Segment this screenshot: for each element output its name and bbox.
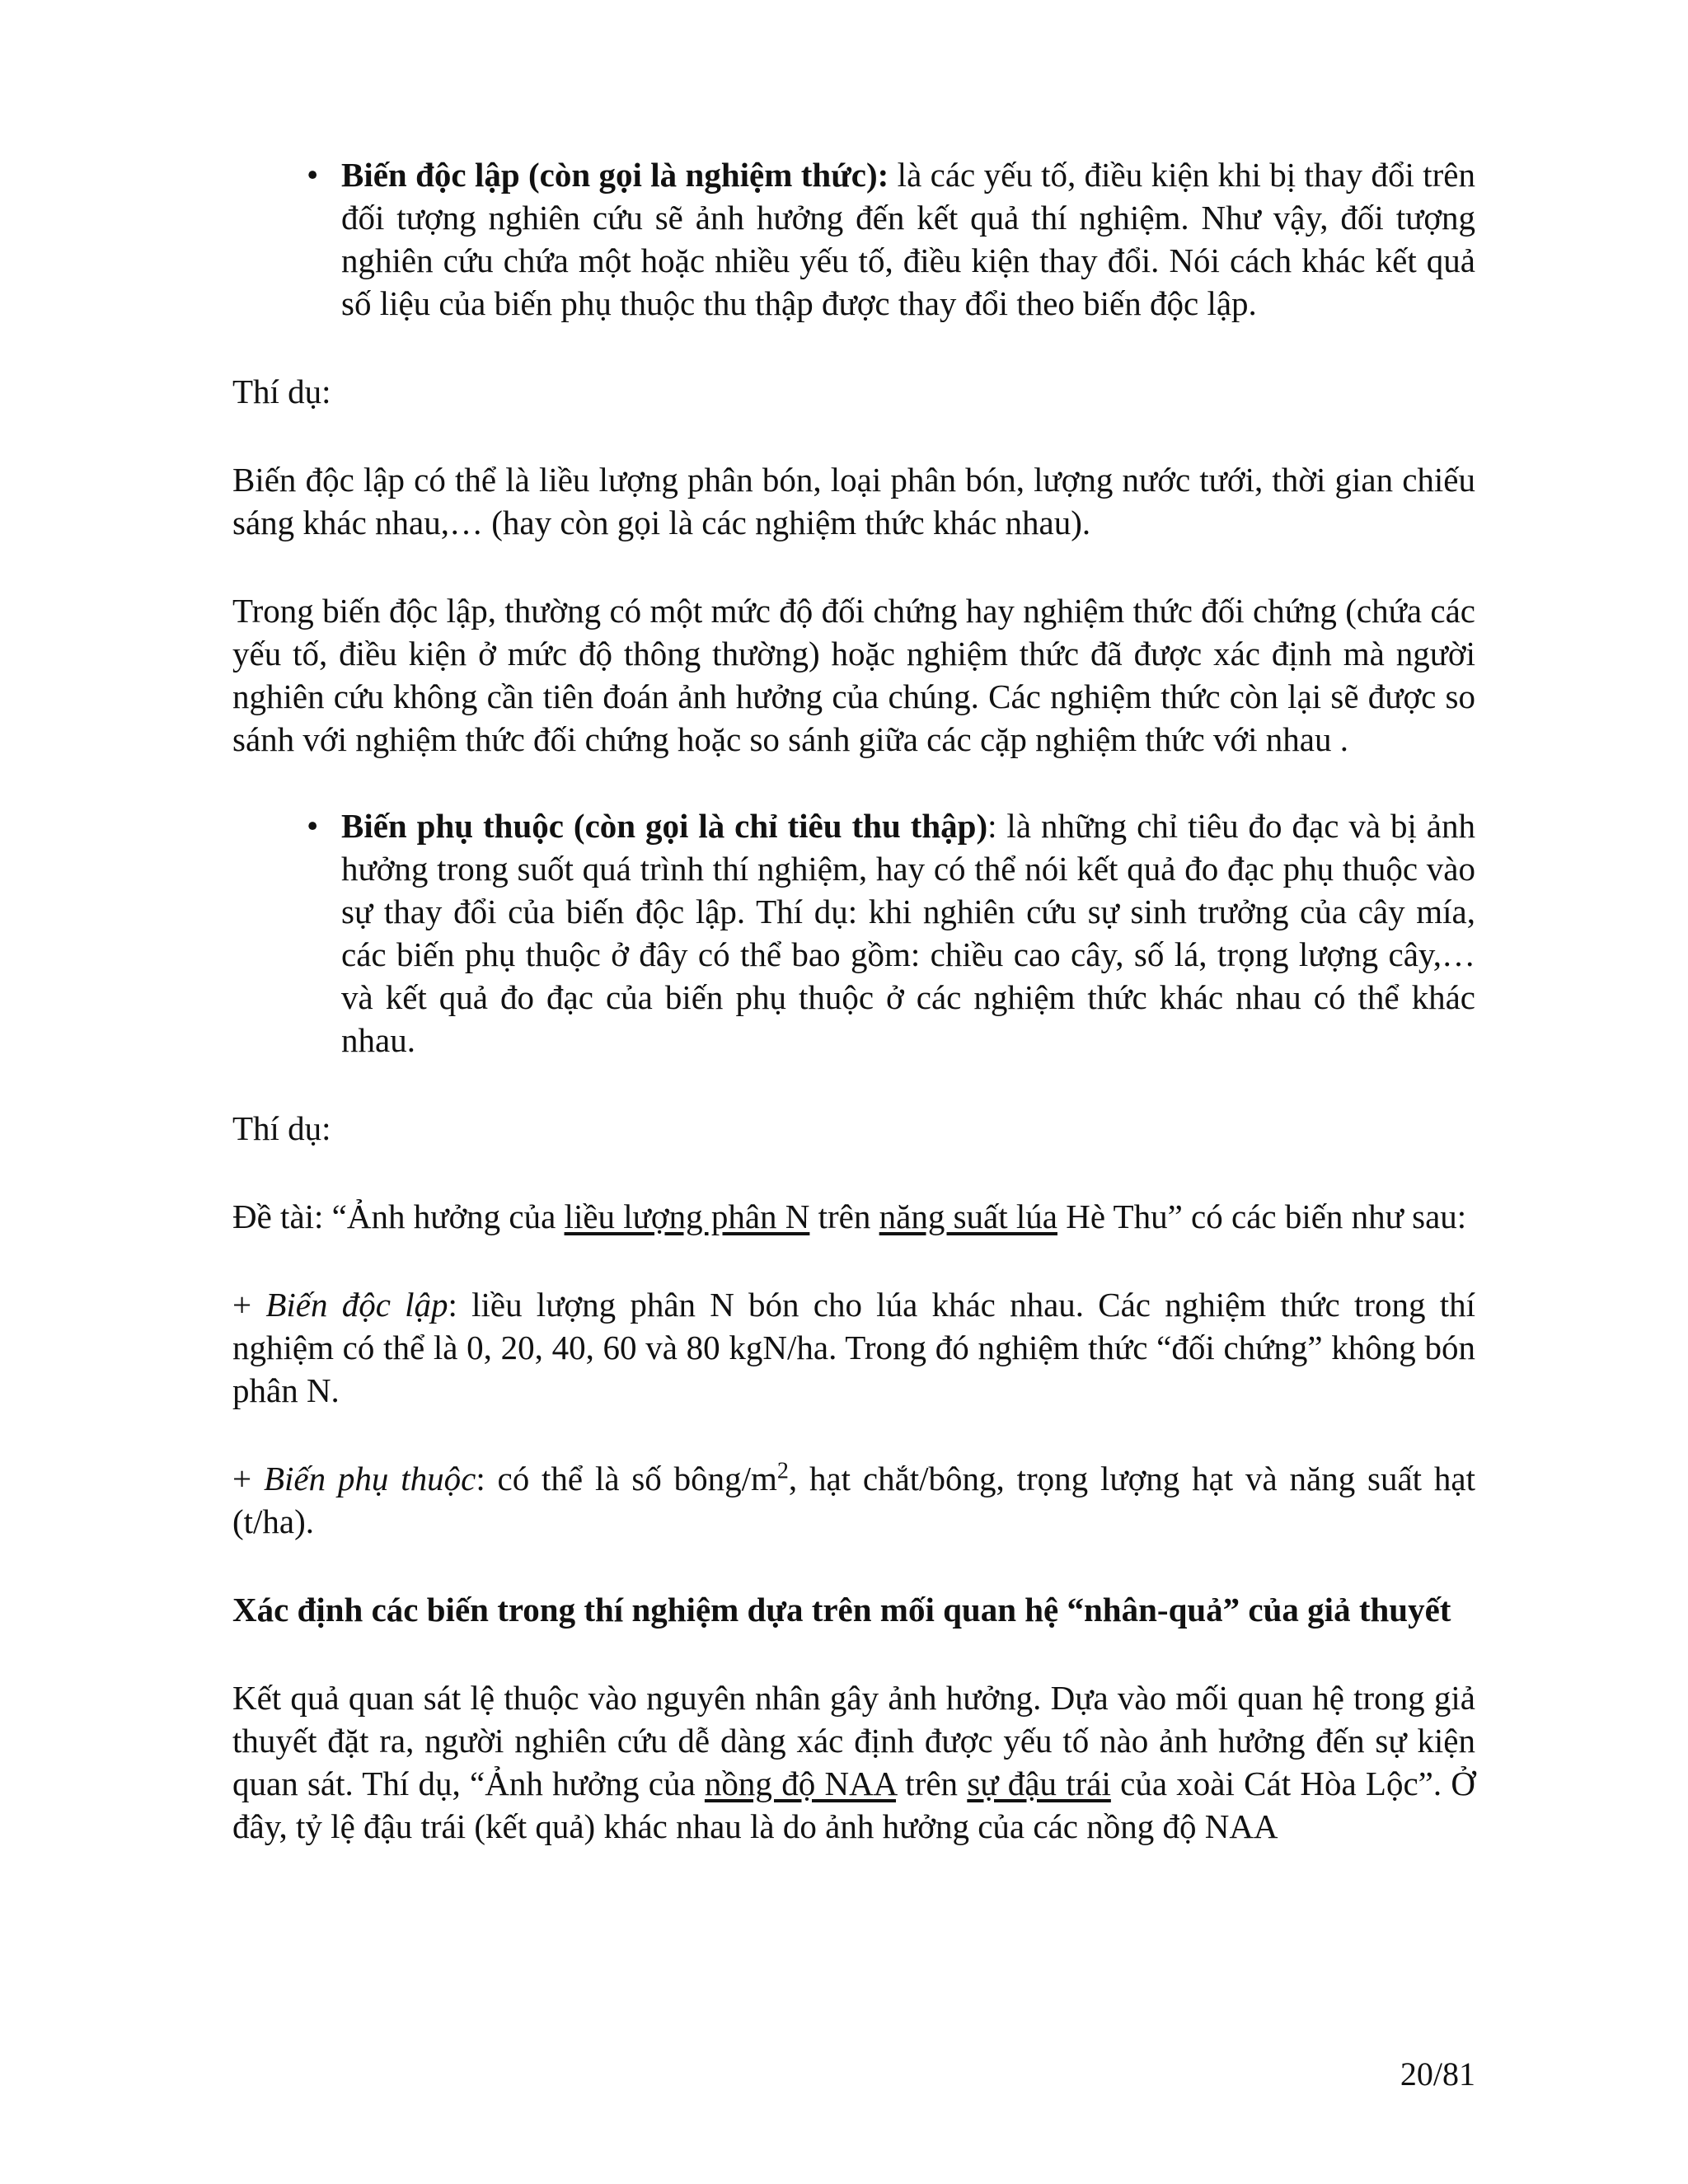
underlined-term: nồng độ NAA xyxy=(704,1765,897,1802)
topic-paragraph xyxy=(232,1195,1475,1238)
topic-prefix: Đề tài: “Ảnh hưởng của xyxy=(232,1197,565,1235)
example-label: Thí dụ: xyxy=(232,1109,331,1147)
definition-text: là các yếu tố, điều kiện khi bị thay đổi trên đối tượng nghiên cứu sẽ ảnh hưởng đến kết quả thí nghiệm. Như vậy, đối tượng nghiên cứu chứa một hoặc nhiều yếu tố, điều kiện thay đổi. Nói cách khác kết quả số liệu của biến phụ thuộc thu thập được thay đổi theo biến độc lập. xyxy=(341,156,1475,322)
section-heading xyxy=(232,1588,1475,1631)
italic-term: Biến độc lập xyxy=(265,1286,448,1324)
page-number: 20/81 xyxy=(1400,2055,1475,2093)
dependent-variable-item xyxy=(232,1457,1475,1543)
definition-text: : là những chỉ tiêu đo đạc và bị ảnh hưởng trong suốt quá trình thí nghiệm, hay có thể nói kết quả đo đạc phụ thuộc vào sự thay đổi của biến độc lập. Thí dụ: khi nghiên cứu sự sinh trưởng của cây mía, các biến phụ thuộc ở đây có thể bao gồm: chiều cao cây, số lá, trọng lượng cây,… và kết quả đo đạc của biến phụ thuộc ở các nghiệm thức khác nhau có thể khác nhau. xyxy=(341,807,1475,1059)
heading-text: Xác định các biến trong thí nghiệm dựa trên mối quan hệ “nhân-quả” của giả thuyết xyxy=(232,1591,1451,1629)
underlined-term: sự đậu trái xyxy=(967,1765,1111,1802)
independent-variable-item xyxy=(232,1283,1475,1412)
underlined-term: liều lượng phân N xyxy=(564,1197,810,1235)
bullet-independent-variable xyxy=(232,153,1475,325)
item-text: , hạt chắt/bông, trọng lượng hạt và năng suất hạt (t/ha). xyxy=(232,1460,1475,1540)
bullet-dependent-variable xyxy=(232,804,1475,1062)
item-text: : có thể là số bông/m xyxy=(476,1460,777,1497)
plus-marker: + xyxy=(232,1460,264,1497)
bullet-icon: • xyxy=(307,807,319,845)
bullet-paragraph xyxy=(341,804,1475,1062)
topic-mid: trên xyxy=(809,1197,879,1235)
paragraph-independent-examples: Biến độc lập có thể là liều lượng phân bón, loại phân bón, lượng nước tưới, thời gian chiếu sáng khác nhau,… (hay còn gọi là các nghiệm thức khác nhau). xyxy=(232,461,1475,541)
paragraph-control-treatment: Trong biến độc lập, thường có một mức độ đối chứng hay nghiệm thức đối chứng (chứa các yếu tố, điều kiện ở mức độ thông thường) hoặc nghiệm thức đã được xác định mà người nghiên cứu không cần tiên đoán ảnh hưởng của chúng. Các nghiệm thức còn lại sẽ được so sánh với nghiệm thức đối chứng hoặc so sánh giữa các cặp nghiệm thức với nhau . xyxy=(232,592,1475,758)
superscript: 2 xyxy=(776,1458,789,1484)
final-paragraph xyxy=(232,1676,1475,1848)
plus-marker: + xyxy=(232,1286,266,1324)
topic-suffix: Hè Thu” có các biến như sau: xyxy=(1057,1197,1467,1235)
bullet-paragraph xyxy=(341,153,1475,325)
bold-term: Biến phụ thuộc (còn gọi là chỉ tiêu thu thập) xyxy=(341,807,988,845)
bold-term: Biến độc lập (còn gọi là nghiệm thức): xyxy=(341,156,889,194)
final-prefix: Kết quả quan sát lệ thuộc vào nguyên nhân gây ảnh hưởng. Dựa vào mối quan hệ trong giả thuyết đặt ra, người nghiên cứu dễ dàng xác định được yếu tố nào ảnh hưởng đến sự kiện quan sát. Thí dụ, “Ảnh hưởng của xyxy=(232,1679,1475,1802)
italic-term: Biến phụ thuộc xyxy=(263,1460,476,1497)
page-content xyxy=(232,153,1475,1848)
example-label: Thí dụ: xyxy=(232,373,331,410)
underlined-term: năng suất lúa xyxy=(879,1197,1057,1235)
item-text: : liều lượng phân N bón cho lúa khác nhau. Các nghiệm thức trong thí nghiệm có thể là 0, 20, 40, 60 và 80 kgN/ha. Trong đó nghiệm thức “đối chứng” không bón phân N. xyxy=(232,1286,1475,1409)
final-suffix: của xoài Cát Hòa Lộc”. Ở đây, tỷ lệ đậu trái (kết quả) khác nhau là do ảnh hưởng của các nồng độ NAA xyxy=(232,1765,1475,1845)
final-mid: trên xyxy=(896,1765,968,1802)
bullet-icon: • xyxy=(307,156,319,194)
